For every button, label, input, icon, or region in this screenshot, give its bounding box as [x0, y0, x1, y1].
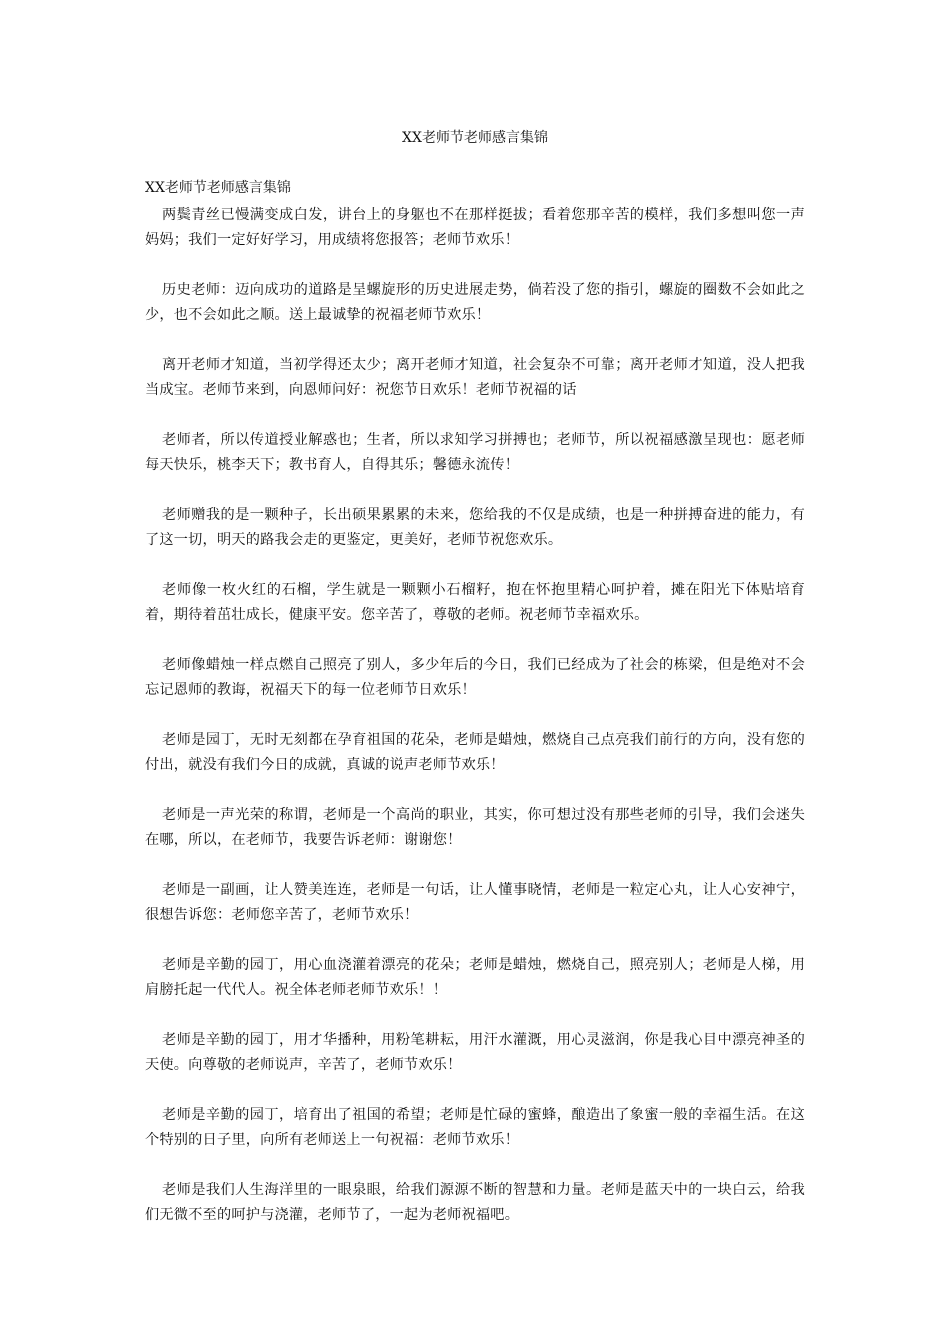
- paragraph: 老师者，所以传道授业解惑也；生者，所以求知学习拼搏也；老师节，所以祝福感激呈现也：愿老师每天快乐，桃李天下；教书育人，自得其乐；馨德永流传！: [145, 432, 805, 473]
- paragraph: 老师是辛勤的园丁，培育出了祖国的希望；老师是忙碌的蜜蜂，酿造出了象蜜一般的幸福生活。在这个特别的日子里，向所有老师送上一句祝福：老师节欢乐！: [145, 1107, 805, 1148]
- paragraph: 老师是一副画，让人赞美连连，老师是一句话，让人懂事晓情，老师是一粒定心丸，让人心安神宁，很想告诉您：老师您辛苦了，老师节欢乐！: [145, 882, 805, 923]
- paragraph: 老师像一枚火红的石榴，学生就是一颗颗小石榴籽，抱在怀抱里精心呵护着，摊在阳光下体贴培育着，期待着茁壮成长，健康平安。您辛苦了，尊敬的老师。祝老师节幸福欢乐。: [145, 582, 805, 623]
- document-subtitle: XX老师节老师感言集锦: [145, 180, 291, 196]
- paragraph: 两鬓青丝已慢满变成白发，讲台上的身躯也不在那样挺拔；看着您那辛苦的模样，我们多想叫您一声妈妈；我们一定好好学习，用成绩将您报答；老师节欢乐！: [145, 207, 805, 248]
- paragraph: 老师是我们人生海洋里的一眼泉眼，给我们源源不断的智慧和力量。老师是蓝天中的一块白云，给我们无微不至的呵护与浇灌，老师节了，一起为老师祝福吧。: [145, 1182, 805, 1223]
- paragraph: 老师是一声光荣的称谓，老师是一个高尚的职业，其实，你可想过没有那些老师的引导，我们会迷失在哪，所以，在老师节，我要告诉老师：谢谢您！: [145, 807, 805, 848]
- paragraph: 老师像蜡烛一样点燃自己照亮了别人，多少年后的今日，我们已经成为了社会的栋梁，但是绝对不会忘记恩师的教诲，祝福天下的每一位老师节日欢乐！: [145, 657, 805, 698]
- paragraph: 老师是园丁，无时无刻都在孕育祖国的花朵，老师是蜡烛，燃烧自己点亮我们前行的方向，没有您的付出，就没有我们今日的成就，真诚的说声老师节欢乐！: [145, 732, 805, 773]
- paragraph: 离开老师才知道，当初学得还太少；离开老师才知道，社会复杂不可靠；离开老师才知道，没人把我当成宝。老师节来到，向恩师问好：祝您节日欢乐！老师节祝福的话: [145, 357, 805, 398]
- paragraph: 历史老师：迈向成功的道路是呈螺旋形的历史进展走势，倘若没了您的指引，螺旋的圈数不会如此之少，也不会如此之顺。送上最诚挚的祝福老师节欢乐！: [145, 282, 805, 323]
- paragraph: 老师是辛勤的园丁，用才华播种，用粉笔耕耘，用汗水灌溉，用心灵滋润，你是我心目中漂亮神圣的天使。向尊敬的老师说声，辛苦了，老师节欢乐！: [145, 1032, 805, 1073]
- document-body: [145, 178, 805, 1253]
- document-title: XX老师节老师感言集锦: [402, 130, 548, 146]
- paragraph: 老师是辛勤的园丁，用心血浇灌着漂亮的花朵；老师是蜡烛，燃烧自己，照亮别人；老师是人梯，用肩膀托起一代代人。祝全体老师老师节欢乐！！: [145, 957, 805, 998]
- paragraph: 老师赠我的是一颗种子，长出硕果累累的未来，您给我的不仅是成绩，也是一种拼搏奋进的能力，有了这一切，明天的路我会走的更鉴定，更美好，老师节祝您欢乐。: [145, 507, 805, 548]
